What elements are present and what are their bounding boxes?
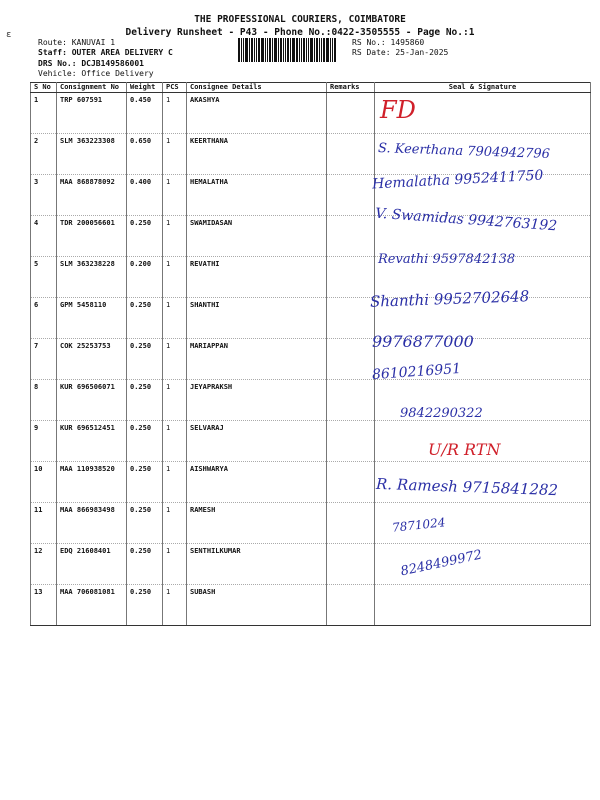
cell-consignment: SLM 363223308: [57, 134, 127, 175]
signature-row10: U/R RTN: [428, 440, 501, 459]
table-row: [31, 585, 591, 626]
staff-label: Staff: OUTER AREA DELIVERY C: [38, 48, 173, 57]
col-sno: S No: [31, 83, 57, 93]
cell-consignee: KEERTHANA: [187, 134, 327, 175]
cell-consignment: SLM 363238228: [57, 257, 127, 298]
col-consignee: Consignee Details: [187, 83, 327, 93]
cell-consignee: JEYAPRAKSH: [187, 380, 327, 421]
cell-sno: 2: [31, 134, 57, 175]
cell-weight: 0.250: [127, 462, 163, 503]
cell-weight: 0.250: [127, 544, 163, 585]
cell-pcs: 1: [163, 298, 187, 339]
table-row: [31, 339, 591, 380]
cell-consignment: MAA 706081081: [57, 585, 127, 626]
vehicle-label: Vehicle: Office Delivery: [38, 69, 154, 78]
cell-consignment: GPM 5458110: [57, 298, 127, 339]
cell-weight: 0.200: [127, 257, 163, 298]
cell-consignee: SWAMIDASAN: [187, 216, 327, 257]
company-title: THE PROFESSIONAL COURIERS, COIMBATORE: [194, 14, 406, 25]
table-row: [31, 93, 591, 134]
signature-row7: 9976877000: [372, 332, 474, 351]
table-header-row: [31, 83, 591, 93]
signature-row5: Revathi 9597842138: [378, 252, 516, 267]
cell-consignment: EDQ 21608401: [57, 544, 127, 585]
cell-consignment: COK 25253753: [57, 339, 127, 380]
signature-row4: V. Swamidas 9942763192: [374, 205, 558, 235]
rs-number: RS No.: 1495860: [352, 38, 425, 47]
runsheet-subtitle: Delivery Runsheet - P43 - Phone No.:0422-3505555 - Page No.:1: [125, 27, 475, 38]
cell-remarks: [327, 175, 375, 216]
cell-weight: 0.450: [127, 93, 163, 134]
cell-consignment: MAA 866983498: [57, 503, 127, 544]
cell-consignee: SUBASH: [187, 585, 327, 626]
cell-sno: 6: [31, 298, 57, 339]
cell-consignee: RAMESH: [187, 503, 327, 544]
cell-sno: 8: [31, 380, 57, 421]
cell-sno: 5: [31, 257, 57, 298]
signature-row11: R. Ramesh 9715841282: [375, 474, 559, 500]
cell-consignee: SHANTHI: [187, 298, 327, 339]
signature-row13: 8248499972: [399, 547, 484, 580]
cell-weight: 0.250: [127, 503, 163, 544]
signature-row6: Shanthi 9952702648: [369, 287, 530, 311]
drs-number: DRS No.: DCJB149586001: [38, 59, 144, 68]
cell-remarks: [327, 257, 375, 298]
cell-pcs: 1: [163, 175, 187, 216]
cell-remarks: [327, 216, 375, 257]
cell-consignee: HEMALATHA: [187, 175, 327, 216]
rs-date: RS Date: 25-Jan-2025: [352, 48, 449, 57]
table-row: [31, 544, 591, 585]
cell-pcs: 1: [163, 93, 187, 134]
cell-remarks: [327, 585, 375, 626]
table-row: [31, 421, 591, 462]
barcode: [238, 38, 348, 62]
col-consignment: Consignment No: [57, 83, 127, 93]
cell-remarks: [327, 339, 375, 380]
cell-sno: 3: [31, 175, 57, 216]
cell-weight: 0.250: [127, 339, 163, 380]
cell-weight: 0.250: [127, 216, 163, 257]
cell-consignee: MARIAPPAN: [187, 339, 327, 380]
cell-consignment: TRP 607591: [57, 93, 127, 134]
cell-remarks: [327, 421, 375, 462]
cell-pcs: 1: [163, 421, 187, 462]
cell-pcs: 1: [163, 257, 187, 298]
signature-row9: 9842290322: [400, 406, 483, 421]
table-row: [31, 380, 591, 421]
cell-sno: 11: [31, 503, 57, 544]
table-row: [31, 503, 591, 544]
col-remarks: Remarks: [327, 83, 375, 93]
cell-sno: 10: [31, 462, 57, 503]
cell-weight: 0.250: [127, 585, 163, 626]
cell-sno: 7: [31, 339, 57, 380]
cell-consignment: MAA 868878092: [57, 175, 127, 216]
signature-row8: 8610216951: [371, 360, 462, 384]
signature-row12: 7871024: [391, 515, 447, 535]
col-signature: Seal & Signature: [375, 83, 591, 93]
cell-sno: 12: [31, 544, 57, 585]
signature-row3: Hemalatha 9952411750: [371, 167, 544, 193]
cell-sno: 9: [31, 421, 57, 462]
runsheet-table: [30, 82, 591, 626]
cell-pcs: 1: [163, 380, 187, 421]
cell-weight: 0.400: [127, 175, 163, 216]
cell-pcs: 1: [163, 462, 187, 503]
margin-scribble: ɛ: [6, 30, 12, 40]
cell-consignee: REVATHI: [187, 257, 327, 298]
cell-pcs: 1: [163, 503, 187, 544]
cell-consignee: SELVARAJ: [187, 421, 327, 462]
cell-remarks: [327, 503, 375, 544]
cell-weight: 0.250: [127, 380, 163, 421]
cell-sno: 13: [31, 585, 57, 626]
cell-weight: 0.250: [127, 421, 163, 462]
col-weight: Weight: [127, 83, 163, 93]
cell-consignee: AKASHYA: [187, 93, 327, 134]
cell-consignment: KUR 696512451: [57, 421, 127, 462]
cell-consignment: TDR 200056601: [57, 216, 127, 257]
cell-pcs: 1: [163, 544, 187, 585]
cell-remarks: [327, 462, 375, 503]
cell-sno: 1: [31, 93, 57, 134]
cell-pcs: 1: [163, 216, 187, 257]
cell-pcs: 1: [163, 134, 187, 175]
cell-consignee: SENTHILKUMAR: [187, 544, 327, 585]
cell-sno: 4: [31, 216, 57, 257]
route-label: Route: KANUVAI 1: [38, 38, 116, 47]
cell-consignment: KUR 696506071: [57, 380, 127, 421]
signature-row2: S. Keerthana 7904942796: [377, 141, 551, 162]
signature-row1: FD: [380, 96, 416, 124]
cell-remarks: [327, 298, 375, 339]
cell-consignee: AISHWARYA: [187, 462, 327, 503]
cell-signature: [375, 585, 591, 626]
cell-remarks: [327, 134, 375, 175]
cell-consignment: MAA 110938520: [57, 462, 127, 503]
cell-pcs: 1: [163, 585, 187, 626]
col-pcs: PCS: [163, 83, 187, 93]
cell-weight: 0.650: [127, 134, 163, 175]
cell-remarks: [327, 544, 375, 585]
cell-remarks: [327, 93, 375, 134]
cell-remarks: [327, 380, 375, 421]
cell-weight: 0.250: [127, 298, 163, 339]
cell-pcs: 1: [163, 339, 187, 380]
